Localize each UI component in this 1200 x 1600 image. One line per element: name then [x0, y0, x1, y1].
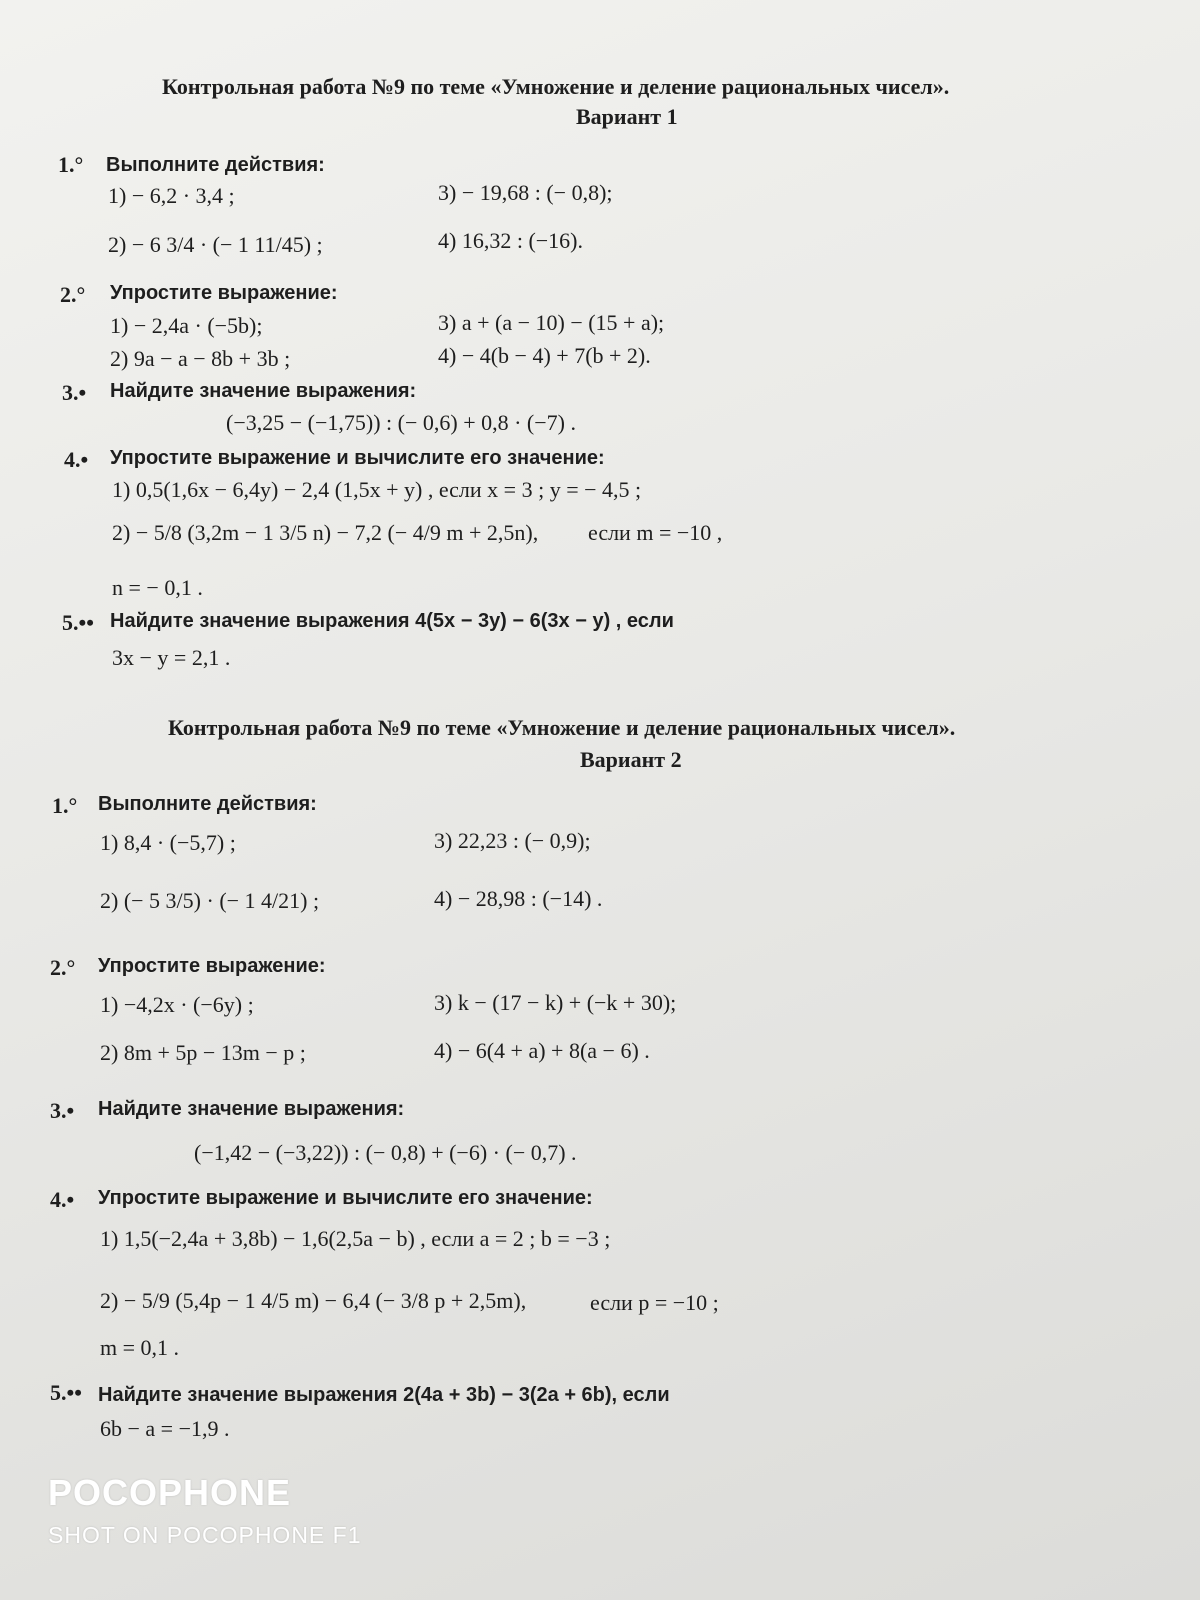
v1-task2-number: 2.° — [60, 282, 86, 307]
v2-task2-item: 2) 8m + 5p − 13m − p ; — [100, 1040, 306, 1065]
camera-watermark-caption: SHOT ON POCOPHONE F1 — [48, 1522, 362, 1548]
v1-task5-prompt: Найдите значение выражения 4(5x − 3y) − 6(3x − y) , если — [110, 610, 674, 632]
variant2-title: Контрольная работа №9 по теме «Умножение и деление рациональных чисел». — [168, 715, 956, 740]
v1-task4-line1: 1) 0,5(1,6x − 6,4y) − 2,4 (1,5x + y) , если x = 3 ; y = − 4,5 ; — [112, 477, 642, 502]
v1-task1-item: 4) 16,32 : (−16). — [438, 228, 583, 253]
v1-task1-number: 1.° — [58, 152, 84, 177]
v1-task3-prompt: Найдите значение выражения: — [110, 380, 417, 402]
v2-task5-line2: 6b − a = −1,9 . — [100, 1416, 230, 1441]
v2-task3-prompt: Найдите значение выражения: — [98, 1098, 405, 1120]
v2-task2-number: 2.° — [50, 955, 76, 980]
v2-task4-line3: m = 0,1 . — [100, 1335, 180, 1360]
v1-task2-prompt: Упростите выражение: — [110, 282, 338, 304]
v1-task2-item: 1) − 2,4a · (−5b); — [110, 313, 263, 338]
v2-task2-item: 1) −4,2x · (−6y) ; — [100, 992, 254, 1017]
v1-task4-line2-condition: если m = −10 , — [588, 520, 723, 545]
v1-task5-number: 5.•• — [62, 610, 94, 635]
v2-task4-prompt: Упростите выражение и вычислите его значение: — [98, 1187, 593, 1209]
camera-watermark-brand: POCOPHONE — [48, 1472, 292, 1513]
v2-task3-expression: (−1,42 − (−3,22)) : (− 0,8) + (−6) · (− 0,7) . — [194, 1140, 577, 1165]
v2-task1-prompt: Выполните действия: — [98, 793, 317, 815]
v1-task4-line3: n = − 0,1 . — [112, 575, 203, 600]
v2-task4-line2-condition: если p = −10 ; — [590, 1290, 719, 1315]
variant2-subtitle: Вариант 2 — [580, 747, 682, 772]
v2-task3-number: 3.• — [50, 1098, 75, 1123]
v1-task2-item: 3) a + (a − 10) − (15 + a); — [438, 310, 665, 335]
v2-task1-item: 3) 22,23 : (− 0,9); — [434, 828, 591, 853]
v2-task4-line1: 1) 1,5(−2,4a + 3,8b) − 1,6(2,5a − b) , если a = 2 ; b = −3 ; — [100, 1226, 611, 1251]
v2-task5-prompt: Найдите значение выражения 2(4a + 3b) − 3(2a + 6b), если — [98, 1384, 670, 1406]
v1-task4-line2: 2) − 5/8 (3,2m − 1 3/5 n) − 7,2 (− 4/9 m + 2,5n), — [112, 520, 539, 545]
v1-task1-item: 3) − 19,68 : (− 0,8); — [438, 180, 613, 205]
v2-task1-item: 2) (− 5 3/5) · (− 1 4/21) ; — [100, 888, 320, 913]
v2-task2-item: 3) k − (17 − k) + (−k + 30); — [434, 990, 677, 1015]
v1-task1-item: 1) − 6,2 · 3,4 ; — [108, 183, 235, 208]
v2-task5-number: 5.•• — [50, 1380, 82, 1405]
v2-task1-item: 4) − 28,98 : (−14) . — [434, 886, 603, 911]
v2-task4-line2: 2) − 5/9 (5,4p − 1 4/5 m) − 6,4 (− 3/8 p + 2,5m), — [100, 1288, 527, 1313]
v1-task4-number: 4.• — [64, 447, 89, 472]
v2-task1-number: 1.° — [52, 793, 78, 818]
variant1-subtitle: Вариант 1 — [576, 104, 678, 129]
v2-task2-item: 4) − 6(4 + a) + 8(a − 6) . — [434, 1038, 650, 1063]
v2-task1-item: 1) 8,4 · (−5,7) ; — [100, 830, 236, 855]
v2-task4-number: 4.• — [50, 1187, 75, 1212]
variant1-title: Контрольная работа №9 по теме «Умножение и деление рациональных чисел». — [162, 74, 950, 99]
v2-task2-prompt: Упростите выражение: — [98, 955, 326, 977]
v1-task1-prompt: Выполните действия: — [106, 154, 325, 176]
v1-task3-number: 3.• — [62, 380, 87, 405]
v1-task2-item: 2) 9a − a − 8b + 3b ; — [110, 346, 291, 371]
v1-task1-item: 2) − 6 3/4 · (− 1 11/45) ; — [108, 232, 323, 257]
v1-task5-line2: 3x − y = 2,1 . — [112, 645, 231, 670]
v1-task2-item: 4) − 4(b − 4) + 7(b + 2). — [438, 343, 651, 368]
v1-task3-expression: (−3,25 − (−1,75)) : (− 0,6) + 0,8 · (−7) . — [226, 410, 576, 435]
v1-task4-prompt: Упростите выражение и вычислите его значение: — [110, 447, 605, 469]
